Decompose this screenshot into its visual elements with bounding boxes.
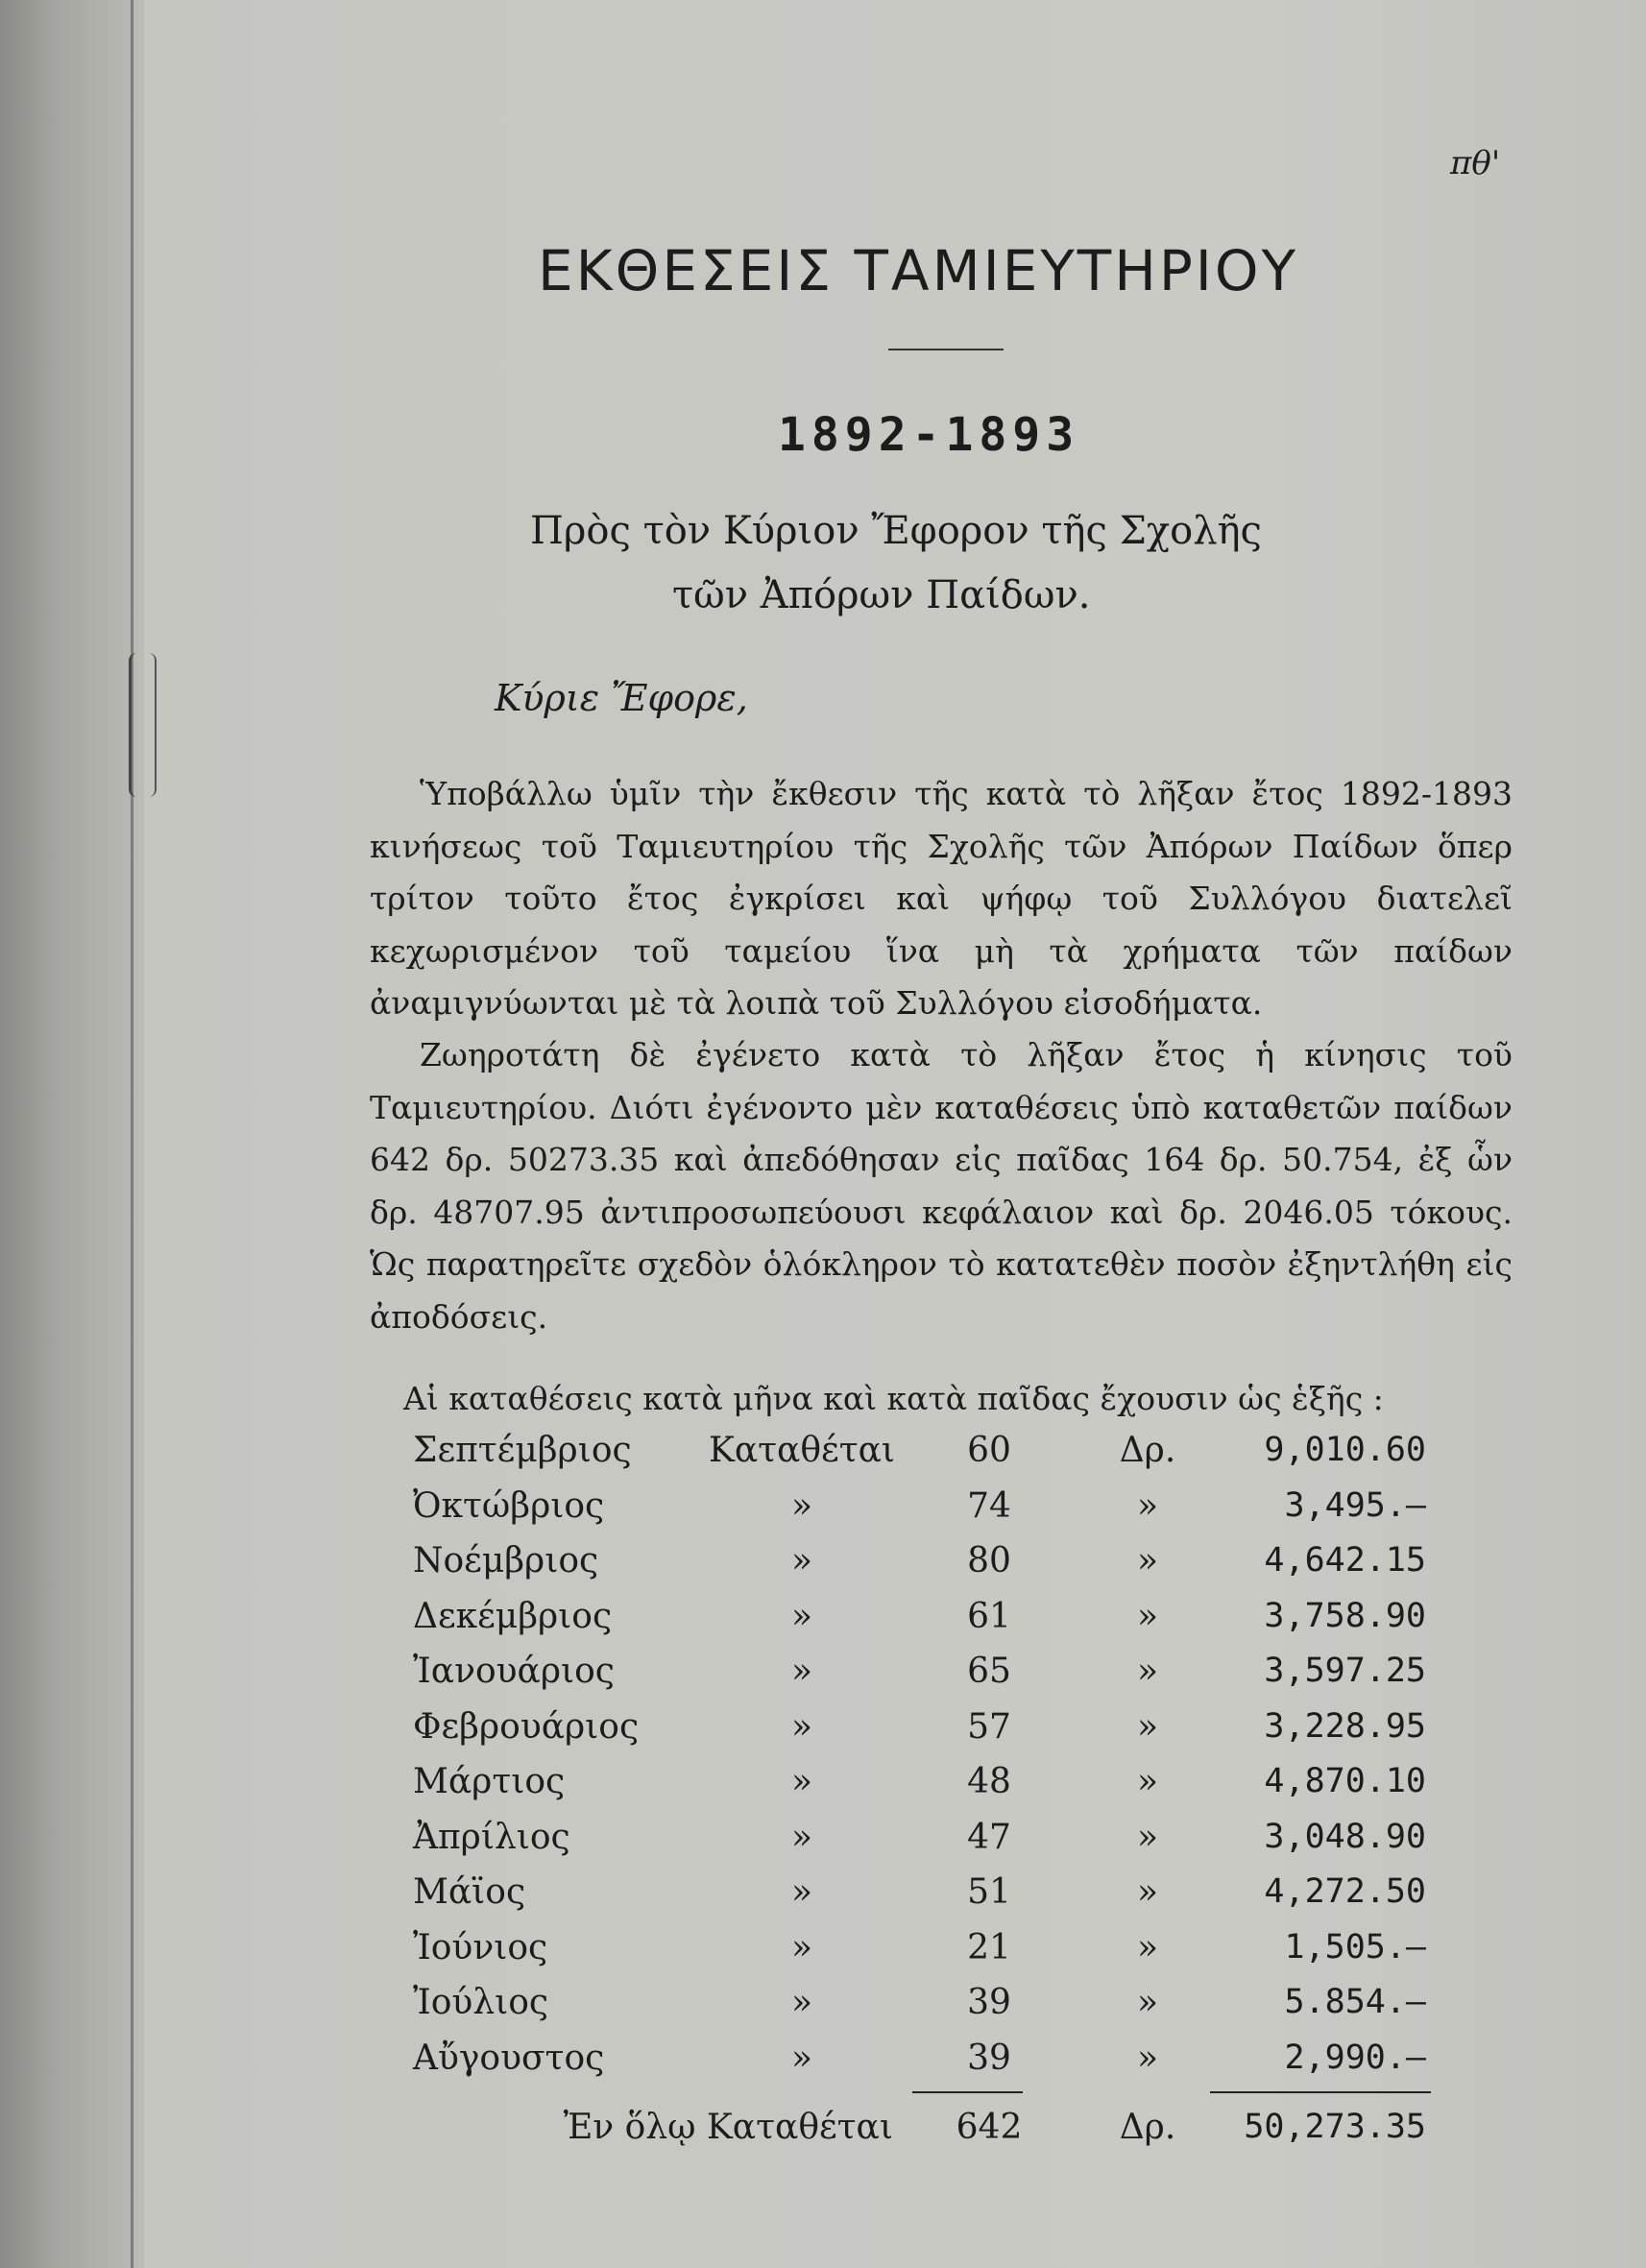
gutter-fold-line — [131, 0, 133, 2268]
binding-gutter — [0, 0, 144, 2268]
total-label: Ἐν ὅλῳ Καταθέται — [563, 2108, 893, 2147]
table-row — [413, 1818, 1469, 1871]
currency-cell: » — [1136, 1817, 1159, 1857]
amount-cell: 4,272.50 — [1264, 1872, 1426, 1911]
label-cell: Καταθέται — [708, 1431, 896, 1470]
month-cell: Φεβρουάριος — [413, 1706, 640, 1747]
label-cell: » — [790, 1596, 813, 1636]
table-row — [413, 1707, 1469, 1761]
address-line-1: Πρὸς τὸν Κύριον Ἔφορον τῆς Σχολῆς — [530, 509, 1262, 553]
paragraph-2: Ζωηροτάτη δὲ ἐγένετο κατὰ τὸ λῆξαν ἔτος ἡ κίνησις τοῦ Ταμιευτηρίου. Διότι ἐγένοντο μὲν καταθέσεις ὑπὸ καταθετῶν παίδων 642 δρ. 50273.35 καὶ ἀπεδόθησαν εἰς παῖδας 164 δρ. 50.754, ἐξ ὧν δρ. 48707.95 ἀντιπροσωπεύουσι κεφάλαιον καὶ δρ. 2046.05 τόκους. Ὡς παρατηρεῖτε σχεδὸν ὁλόκληρον τὸ κατατεθὲν ποσὸν ἐξηντλήθη εἰς ἀποδόσεις. — [370, 1036, 1513, 1336]
label-cell: » — [790, 1983, 813, 2022]
title-divider — [888, 349, 1004, 350]
amount-cell: 9,010.60 — [1264, 1431, 1426, 1469]
month-cell: Ἰούνιος — [413, 1927, 548, 1967]
paragraph-1: Ὑποβάλλω ὑμῖν τὴν ἔκθεσιν τῆς κατὰ τὸ λῆξαν ἔτος 1892-1893 κινήσεως τοῦ Ταμιευτηρίου τῆς Σχολῆς τῶν Ἀπόρων Παίδων ὅπερ τρίτον τοῦτο ἔτος ἐγκρίσει καὶ ψήφῳ τοῦ Συλλόγου διατελεῖ κεχωρισμένον τοῦ ταμείου ἵνα μὴ τὰ χρήματα τῶν παίδων ἀναμιγνύωνται μὲ τὰ λοιπὰ τοῦ Συλλόγου εἰσοδήματα. — [370, 775, 1513, 1022]
currency-cell: » — [1136, 1541, 1159, 1580]
label-cell: » — [790, 1872, 813, 1912]
amount-cell: 3,495.— — [1284, 1485, 1426, 1525]
label-cell: » — [790, 1652, 813, 1691]
currency-cell: Δρ. — [1119, 1431, 1176, 1470]
count-cell: 60 — [967, 1431, 1011, 1470]
amount-cell: 3,228.95 — [1264, 1706, 1426, 1746]
table-row — [413, 1762, 1469, 1816]
amount-cell: 4,870.10 — [1264, 1762, 1426, 1800]
table-row — [413, 1983, 1469, 2037]
count-cell: 21 — [967, 1927, 1011, 1967]
month-cell: Νοέμβριος — [413, 1541, 599, 1580]
currency-cell: » — [1136, 1983, 1159, 2022]
month-cell: Μάρτιος — [413, 1762, 566, 1801]
amount-cell: 1,505.— — [1284, 1927, 1426, 1966]
count-cell: 51 — [967, 1872, 1011, 1912]
month-cell: Δεκέμβριος — [413, 1596, 613, 1636]
amount-cell: 4,642.15 — [1264, 1541, 1426, 1580]
label-cell: » — [790, 1927, 813, 1967]
count-cell: 47 — [967, 1817, 1011, 1857]
label-cell: » — [790, 1817, 813, 1857]
amount-cell: 2,990.— — [1284, 2038, 1426, 2077]
label-cell: » — [790, 1706, 813, 1747]
report-year: 1892-1893 — [778, 408, 1080, 462]
table-row — [413, 1652, 1469, 1705]
total-currency: Δρ. — [1119, 2108, 1176, 2147]
page-title: ΕΚΘΕΣΕΙΣ ΤΑΜΙΕΥΤΗΡΙΟΥ — [538, 238, 1298, 303]
address-line-2: τῶν Ἀπόρων Παίδων. — [672, 573, 1091, 617]
total-amount: 50,273.35 — [1244, 2108, 1426, 2146]
month-cell: Μάϊος — [413, 1872, 526, 1912]
count-cell: 61 — [967, 1596, 1011, 1636]
currency-cell: » — [1136, 1485, 1159, 1526]
month-cell: Ἀπρίλιος — [413, 1817, 570, 1857]
count-cell: 48 — [967, 1762, 1011, 1801]
page-number: πθ' — [1450, 144, 1501, 182]
salutation: Κύριε Ἔφορε, — [495, 677, 748, 719]
label-cell: » — [790, 1541, 813, 1580]
amount-cell: 5.854.— — [1284, 1983, 1426, 2021]
total-row — [413, 2108, 1469, 2161]
currency-cell: » — [1136, 1596, 1159, 1636]
table-row — [413, 1872, 1469, 1926]
label-cell: » — [790, 2038, 813, 2078]
binding-thread — [129, 653, 157, 797]
month-cell: Ἰούλιος — [413, 1983, 549, 2022]
table-row — [413, 1486, 1469, 1540]
table-row — [413, 1431, 1469, 1484]
month-cell: Ὀκτώβριος — [413, 1485, 605, 1526]
currency-cell: » — [1136, 1927, 1159, 1967]
table-row — [413, 1541, 1469, 1595]
count-cell: 65 — [967, 1652, 1011, 1691]
currency-cell: » — [1136, 1652, 1159, 1691]
count-cell: 80 — [967, 1541, 1011, 1580]
count-cell: 57 — [967, 1706, 1011, 1747]
table-row — [413, 1928, 1469, 1982]
count-cell: 39 — [967, 2038, 1011, 2078]
table-row — [413, 2039, 1469, 2092]
table-row — [413, 1597, 1469, 1651]
month-cell: Ἰανουάριος — [413, 1652, 615, 1691]
amount-cell: 3,597.25 — [1264, 1652, 1426, 1690]
amount-cell: 3,048.90 — [1264, 1817, 1426, 1856]
amount-cell: 3,758.90 — [1264, 1596, 1426, 1635]
month-cell: Αὔγουστος — [413, 2038, 605, 2078]
count-cell: 74 — [967, 1485, 1011, 1526]
currency-cell: » — [1136, 1762, 1159, 1801]
paragraph-3: Αἱ καταθέσεις κατὰ μῆνα καὶ κατὰ παῖδας ἔχουσιν ὡς ἑξῆς : — [403, 1380, 1384, 1417]
total-count: 642 — [956, 2108, 1023, 2147]
currency-cell: » — [1136, 1872, 1159, 1912]
currency-cell: » — [1136, 1706, 1159, 1747]
label-cell: » — [790, 1762, 813, 1801]
label-cell: » — [790, 1485, 813, 1526]
month-cell: Σεπτέμβριος — [413, 1431, 632, 1470]
count-cell: 39 — [967, 1983, 1011, 2022]
currency-cell: » — [1136, 2038, 1159, 2078]
